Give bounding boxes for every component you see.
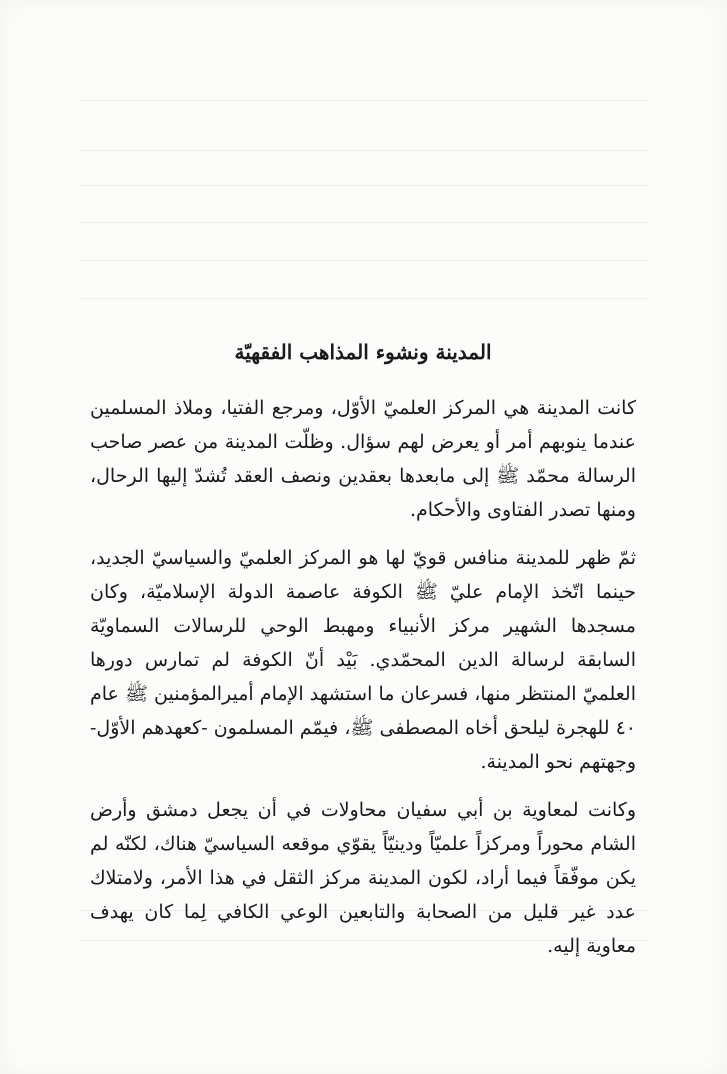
paragraph: كانت المدينة هي المركز العلميّ الأوّل، ومرجع الفتيا، وملاذ المسلمين عندما ينوبهم أمر أو يعرض لهم سؤال. وظلّت المدينة من عصر صاحب الرسالة محمّد ﷺ إلى مابعدها بعقدين ونصف العقد تُشدّ إليها الرحال، ومنها تصدر الفتاوى والأحكام. <box>90 397 636 521</box>
show-through-line <box>80 100 650 101</box>
paragraph: ثمّ ظهر للمدينة منافس قويّ لها هو المركز العلميّ والسياسيّ الجديد، حينما اتّخذ الإمام عليّ ﷺ الكوفة عاصمة الدولة الإسلاميّة، وكان مسجدها الشهير مركز الأنبياء ومهبط الوحي للرسالات السماويّة السابقة لرسالة الدين المحمّدي. بَيْد أنّ الكوفة لم تمارس دورها العلميّ المنتظر منها، فسرعان ما استشهد الإمام أميرالمؤمنين ﷺ عام ٤٠ للهجرة ليلحق أخاه المصطفى ﷺ، فيمّم المسلمون -كعهدهم الأوّل- وجهتهم نحو المدينة. <box>90 547 636 773</box>
show-through-line <box>80 298 650 299</box>
paragraph: وكانت لمعاوية بن أبي سفيان محاولات في أن يجعل دمشق وأرض الشام محوراً ومركزاً علميّاً ودينيّاً يقوّي موقعه السياسيّ هناك، لكنّه لم يكن موفّقاً فيما أراد، لكون المدينة مركز الثقل في هذا الأمر، ولامتلاك عدد غير قليل من الصحابة والتابعين الوعي الكافي لِما كان يهدف معاوية إليه. <box>90 799 636 957</box>
show-through-line <box>80 150 650 151</box>
show-through-line <box>80 260 650 261</box>
section-heading: المدينة ونشوء المذاهب الفقهيّة <box>234 340 492 364</box>
page-body <box>90 335 636 977</box>
show-through-line <box>80 185 650 186</box>
show-through-line <box>80 222 650 223</box>
